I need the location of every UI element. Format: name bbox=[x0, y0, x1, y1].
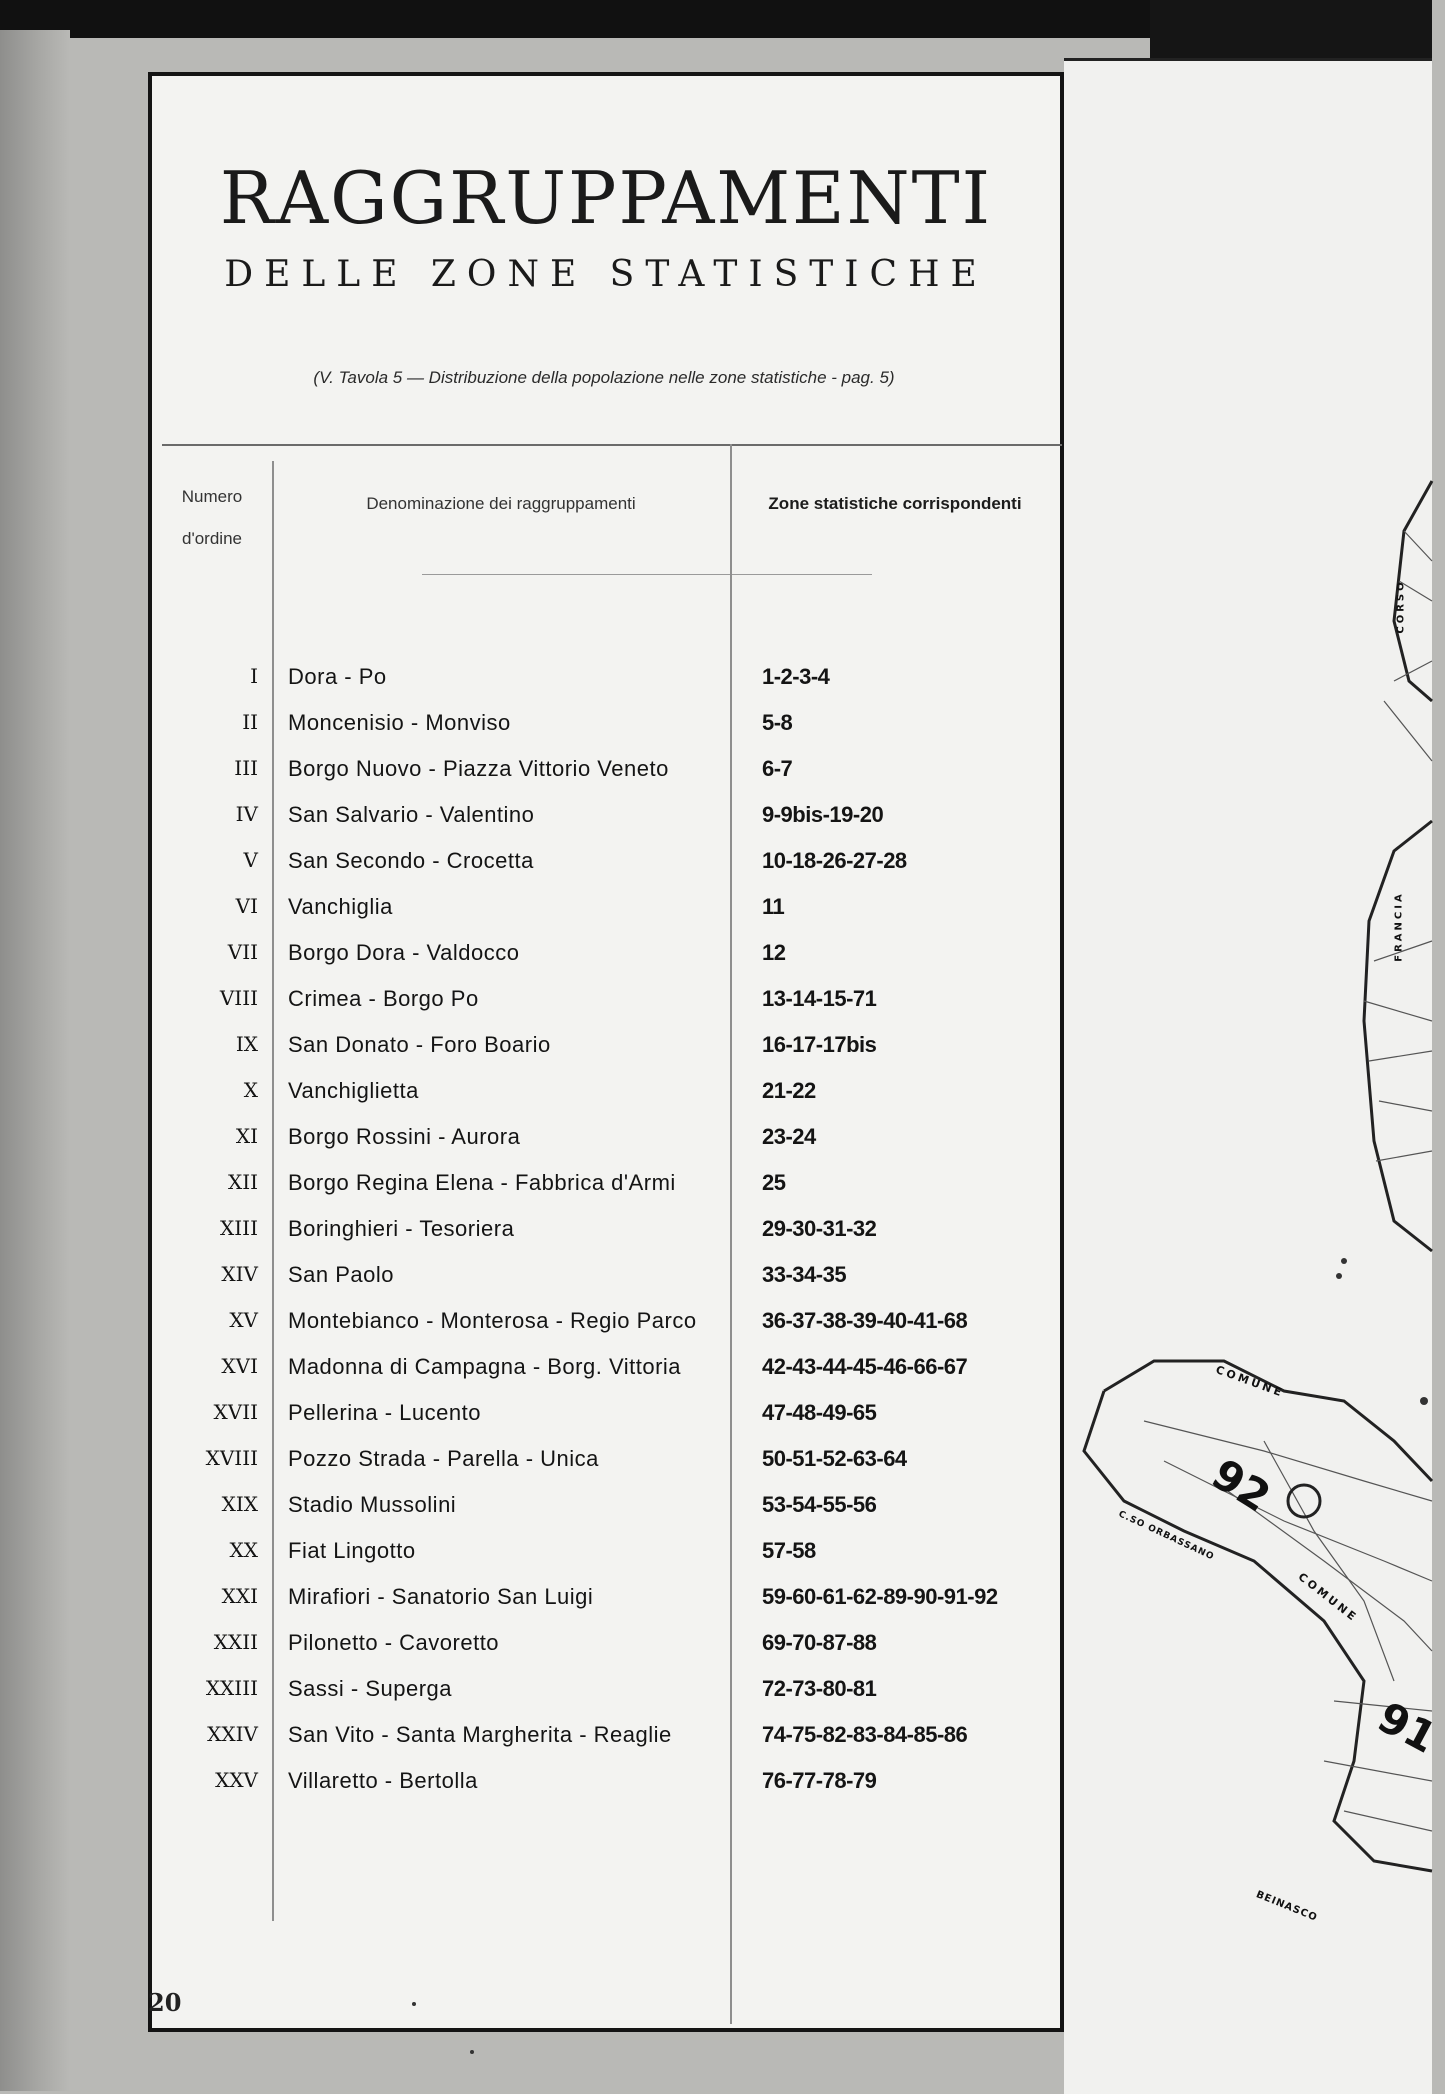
row-number: XXI bbox=[221, 1584, 258, 1608]
table-row bbox=[152, 1078, 1060, 1124]
row-number: III bbox=[234, 756, 258, 780]
row-number: XIX bbox=[221, 1492, 258, 1516]
row-zones: 53-54-55-56 bbox=[762, 1492, 877, 1517]
row-zones: 23-24 bbox=[762, 1124, 816, 1149]
row-zones: 47-48-49-65 bbox=[762, 1400, 877, 1425]
row-name: Crimea - Borgo Po bbox=[288, 986, 479, 1011]
map-label-francia: FRANCIA bbox=[1393, 891, 1405, 962]
row-name: Villaretto - Bertolla bbox=[288, 1768, 478, 1793]
column-header-zones: Zone statistiche corrispondenti bbox=[768, 494, 1022, 513]
row-number: XI bbox=[235, 1124, 258, 1148]
row-number: V bbox=[243, 848, 258, 872]
row-zones: 69-70-87-88 bbox=[762, 1630, 877, 1655]
row-number: XXII bbox=[213, 1630, 258, 1654]
scan-top-band-right bbox=[1150, 0, 1432, 58]
table-row bbox=[152, 1630, 1060, 1676]
row-zones: 72-73-80-81 bbox=[762, 1676, 877, 1701]
row-name: Montebianco - Monterosa - Regio Parco bbox=[288, 1308, 697, 1333]
row-name: Pilonetto - Cavoretto bbox=[288, 1630, 500, 1655]
row-name: San Salvario - Valentino bbox=[288, 802, 535, 827]
table-row bbox=[152, 894, 1060, 940]
row-name: San Paolo bbox=[288, 1262, 395, 1287]
row-zones: 42-43-44-45-46-66-67 bbox=[762, 1354, 968, 1379]
row-number: XXIV bbox=[207, 1722, 258, 1746]
table-row bbox=[152, 1124, 1060, 1170]
row-name: Borgo Dora - Valdocco bbox=[288, 940, 520, 965]
row-name: Stadio Mussolini bbox=[288, 1492, 457, 1517]
scan-left-shadow bbox=[0, 30, 70, 2091]
row-zones: 59-60-61-62-89-90-91-92 bbox=[762, 1584, 998, 1609]
row-name: Dora - Po bbox=[288, 664, 387, 689]
row-number: XIII bbox=[220, 1216, 258, 1240]
column-header-name: Denominazione dei raggruppamenti bbox=[366, 494, 636, 513]
row-zones: 36-37-38-39-40-41-68 bbox=[762, 1308, 968, 1333]
table-row bbox=[152, 1538, 1060, 1584]
row-name: Mirafiori - Sanatorio San Luigi bbox=[288, 1584, 594, 1609]
header-rule bbox=[162, 444, 1062, 446]
table-row bbox=[152, 1216, 1060, 1262]
map-drawing bbox=[1064, 61, 1432, 2094]
page-number: 20 bbox=[148, 1988, 182, 2017]
table-row bbox=[152, 1262, 1060, 1308]
table-row bbox=[152, 1722, 1060, 1768]
zone-map-fragment bbox=[1064, 58, 1445, 2094]
table-row bbox=[152, 940, 1060, 986]
row-name: Fiat Lingotto bbox=[288, 1538, 416, 1563]
row-zones: 13-14-15-71 bbox=[762, 986, 877, 1011]
row-number: IX bbox=[235, 1032, 258, 1056]
row-name: Pellerina - Lucento bbox=[288, 1400, 481, 1425]
row-number: XVI bbox=[221, 1354, 258, 1378]
row-name: Pozzo Strada - Parella - Unica bbox=[288, 1446, 599, 1471]
page-title: RAGGRUPPAMENTI bbox=[219, 156, 993, 240]
row-number: IV bbox=[235, 802, 258, 826]
row-name: Moncenisio - Monviso bbox=[288, 710, 511, 735]
row-number: X bbox=[243, 1078, 258, 1102]
scan-speck bbox=[412, 2002, 416, 2006]
table-row bbox=[152, 1170, 1060, 1216]
map-label-comune-2: COMUNE bbox=[1295, 1570, 1361, 1625]
groupings-table-body bbox=[152, 664, 1060, 1814]
row-number: VII bbox=[227, 940, 258, 964]
map-zone-label-92: 92 bbox=[1203, 1449, 1279, 1522]
table-row bbox=[152, 1768, 1060, 1814]
column-header-rule bbox=[422, 574, 872, 575]
row-number: XII bbox=[227, 1170, 258, 1194]
row-zones: 1-2-3-4 bbox=[762, 664, 830, 689]
row-name: Borgo Nuovo - Piazza Vittorio Veneto bbox=[288, 756, 669, 781]
row-zones: 76-77-78-79 bbox=[762, 1768, 877, 1793]
scan-speck bbox=[470, 2050, 474, 2054]
map-label-beinasco: BEINASCO bbox=[1254, 1889, 1320, 1924]
row-name: Madonna di Campagna - Borg. Vittoria bbox=[288, 1354, 682, 1379]
row-zones: 29-30-31-32 bbox=[762, 1216, 877, 1241]
map-label-orbassano: C.SO ORBASSANO bbox=[1116, 1509, 1216, 1563]
row-zones: 12 bbox=[762, 940, 786, 965]
row-number: I bbox=[250, 664, 258, 688]
row-zones: 50-51-52-63-64 bbox=[762, 1446, 907, 1471]
row-zones: 57-58 bbox=[762, 1538, 816, 1563]
row-zones: 11 bbox=[762, 894, 785, 919]
row-zones: 10-18-26-27-28 bbox=[762, 848, 907, 873]
table-row bbox=[152, 1032, 1060, 1078]
row-name: San Secondo - Crocetta bbox=[288, 848, 534, 873]
table-row bbox=[152, 1492, 1060, 1538]
row-name: Borgo Regina Elena - Fabbrica d'Armi bbox=[288, 1170, 676, 1195]
row-name: Vanchiglia bbox=[288, 894, 393, 919]
row-number: XX bbox=[229, 1538, 258, 1562]
table-row bbox=[152, 1676, 1060, 1722]
table-row bbox=[152, 664, 1060, 710]
map-zone-label-91: 91 bbox=[1369, 1692, 1445, 1763]
table-row bbox=[152, 1354, 1060, 1400]
table-row bbox=[152, 1446, 1060, 1492]
map-label-corso: CORSO bbox=[1395, 579, 1407, 634]
table-row bbox=[152, 1584, 1060, 1630]
column-header-number: Numero d'ordine bbox=[181, 487, 243, 548]
row-zones: 25 bbox=[762, 1170, 786, 1195]
row-zones: 9-9bis-19-20 bbox=[762, 802, 884, 827]
row-name: Sassi - Superga bbox=[288, 1676, 453, 1701]
row-zones: 5-8 bbox=[762, 710, 793, 735]
row-number: XVII bbox=[213, 1400, 258, 1424]
row-number: XV bbox=[229, 1308, 258, 1332]
row-number: XIV bbox=[221, 1262, 258, 1286]
table-row bbox=[152, 1400, 1060, 1446]
page-subtitle: DELLE ZONE STATISTICHE bbox=[224, 254, 988, 295]
row-zones: 16-17-17bis bbox=[762, 1032, 877, 1057]
scan-top-band bbox=[0, 0, 1150, 38]
row-zones: 21-22 bbox=[762, 1078, 816, 1103]
row-number: VIII bbox=[219, 986, 258, 1010]
map-label-comune-1: COMUNE bbox=[1213, 1363, 1287, 1400]
table-row bbox=[152, 802, 1060, 848]
row-number: VI bbox=[235, 894, 258, 918]
row-zones: 33-34-35 bbox=[762, 1262, 847, 1287]
row-name: San Donato - Foro Boario bbox=[288, 1032, 551, 1057]
row-name: Boringhieri - Tesoriera bbox=[288, 1216, 515, 1241]
row-zones: 74-75-82-83-84-85-86 bbox=[762, 1722, 968, 1747]
row-number: XXIII bbox=[205, 1676, 258, 1700]
row-number: XVIII bbox=[205, 1446, 258, 1470]
document-page bbox=[148, 72, 1064, 2032]
row-name: San Vito - Santa Margherita - Reaglie bbox=[288, 1722, 672, 1747]
row-number: II bbox=[242, 710, 258, 734]
table-row bbox=[152, 756, 1060, 802]
row-number: XXV bbox=[215, 1768, 258, 1792]
table-row bbox=[152, 710, 1060, 756]
table-reference-note: (V. Tavola 5 — Distribuzione della popolazione nelle zone statistiche - pag. 5) bbox=[313, 368, 895, 387]
table-row bbox=[152, 986, 1060, 1032]
row-name: Vanchiglietta bbox=[288, 1078, 419, 1103]
row-name: Borgo Rossini - Aurora bbox=[288, 1124, 521, 1149]
table-row bbox=[152, 1308, 1060, 1354]
row-zones: 6-7 bbox=[762, 756, 793, 781]
table-row bbox=[152, 848, 1060, 894]
